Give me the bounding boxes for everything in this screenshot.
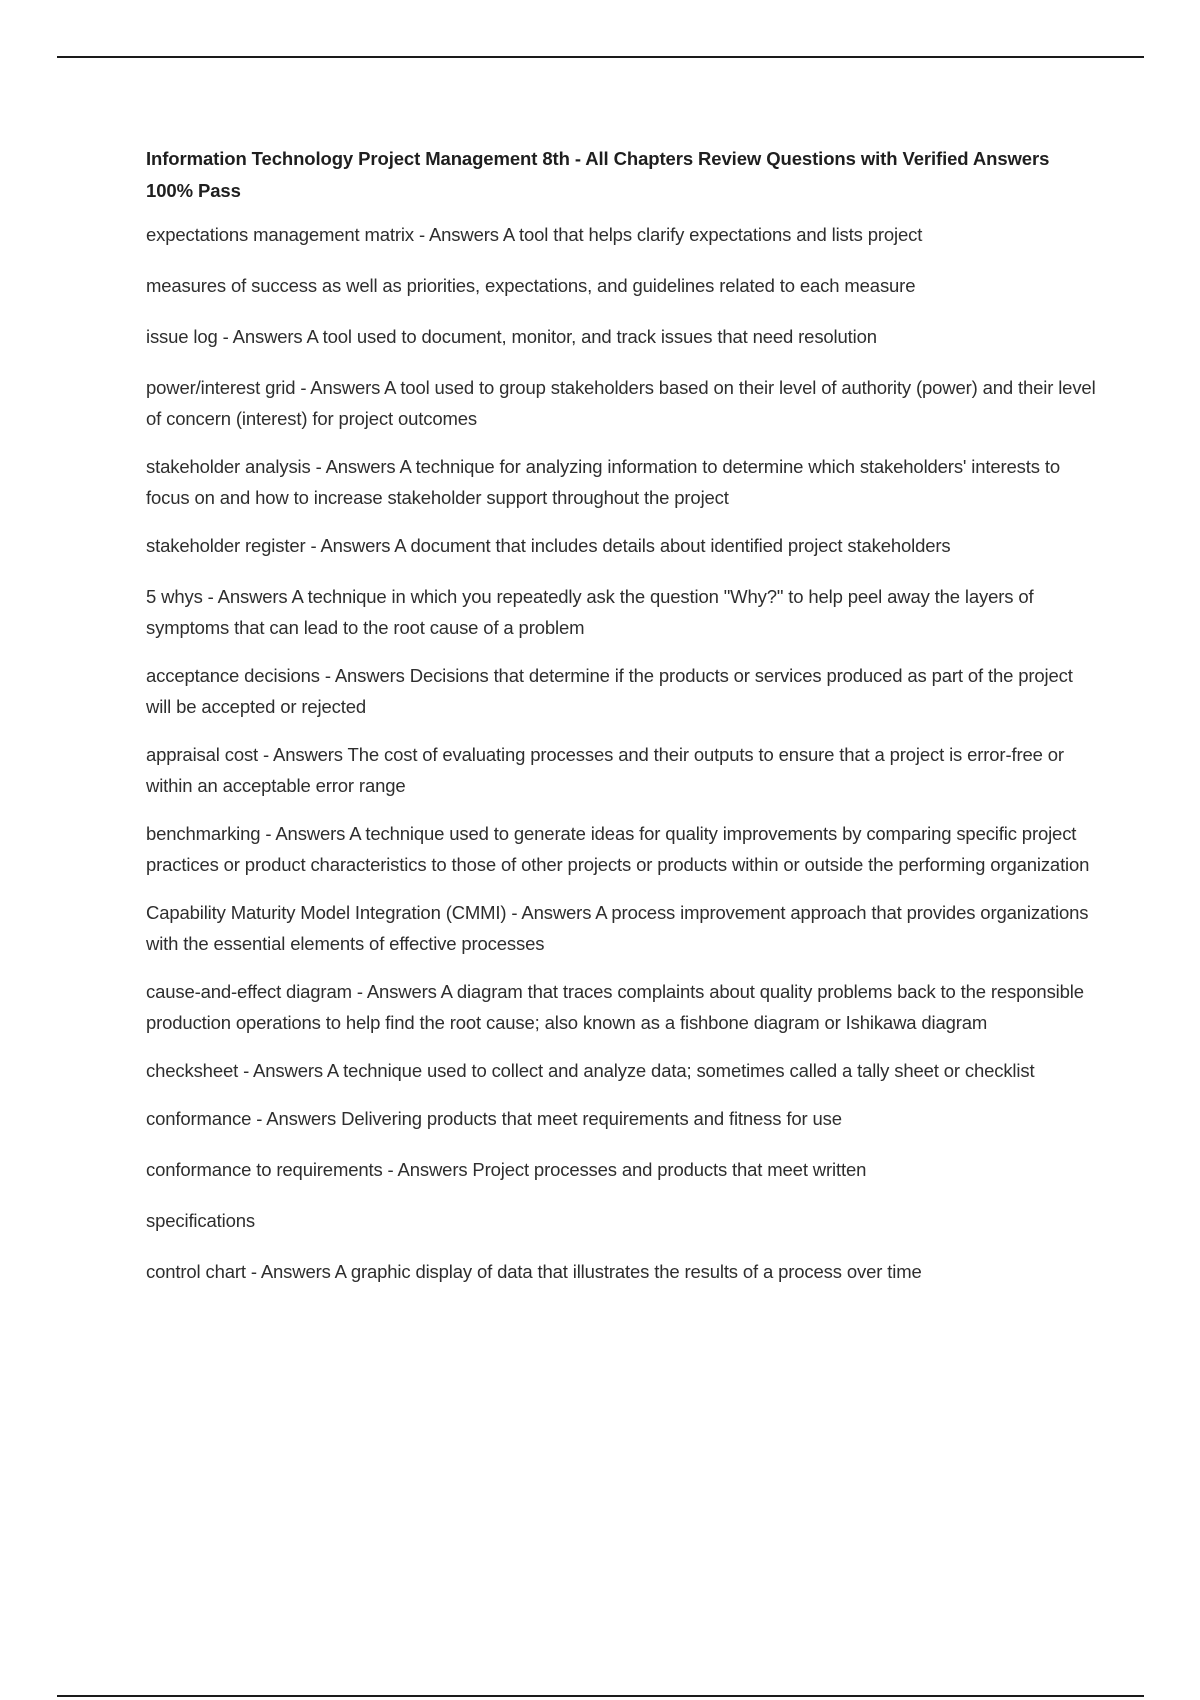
entry-stakeholder-register: stakeholder register - Answers A document that includes details about identified project stakeholders: [146, 535, 951, 556]
entry-cmmi: Capability Maturity Model Integration (CMMI) - Answers A process improvement approach that provides organizations with the essential elements of effective processes: [146, 902, 1089, 954]
top-rule: [57, 56, 1144, 58]
entry-power-interest-grid: power/interest grid - Answers A tool used to group stakeholders based on their level of authority (power) and their level of concern (interest) for project outcomes: [146, 377, 1096, 429]
entry-conformance-to-requirements: conformance to requirements - Answers Project processes and products that meet written: [146, 1159, 867, 1180]
entry-specifications: specifications: [146, 1210, 255, 1231]
entry-expectations-management-matrix: expectations management matrix - Answers A tool that helps clarify expectations and lists project: [146, 224, 923, 245]
entry-5-whys: 5 whys - Answers A technique in which you repeatedly ask the question "Why?" to help peel away the layers of symptoms that can lead to the root cause of a problem: [146, 586, 1034, 638]
entry-cause-and-effect-diagram: cause-and-effect diagram - Answers A diagram that traces complaints about quality problems back to the responsible production operations to help find the root cause; also known as a fishbone diagram or Ishikawa diagram: [146, 981, 1084, 1033]
entry-conformance: conformance - Answers Delivering products that meet requirements and fitness for use: [146, 1108, 842, 1129]
entry-checksheet: checksheet - Answers A technique used to collect and analyze data; sometimes called a tally sheet or checklist: [146, 1060, 1035, 1081]
bottom-rule: [57, 1695, 1144, 1697]
entry-appraisal-cost: appraisal cost - Answers The cost of evaluating processes and their outputs to ensure that a project is error-free or within an acceptable error range: [146, 744, 1064, 796]
document-title: Information Technology Project Management 8th - All Chapters Review Questions with Verified Answers 100% Pass: [146, 148, 1050, 201]
entry-acceptance-decisions: acceptance decisions - Answers Decisions that determine if the products or services produced as part of the project will be accepted or rejected: [146, 665, 1073, 717]
entry-expectations-continued: measures of success as well as priorities, expectations, and guidelines related to each measure: [146, 275, 916, 296]
entry-stakeholder-analysis: stakeholder analysis - Answers A technique for analyzing information to determine which stakeholders' interests to focus on and how to increase stakeholder support throughout the project: [146, 456, 1060, 508]
entry-issue-log: issue log - Answers A tool used to document, monitor, and track issues that need resolution: [146, 326, 877, 347]
document-body: [146, 143, 1096, 1307]
entry-control-chart: control chart - Answers A graphic display of data that illustrates the results of a process over time: [146, 1261, 922, 1282]
entry-benchmarking: benchmarking - Answers A technique used to generate ideas for quality improvements by comparing specific project practices or product characteristics to those of other projects or products within or outside the performing organization: [146, 823, 1090, 875]
